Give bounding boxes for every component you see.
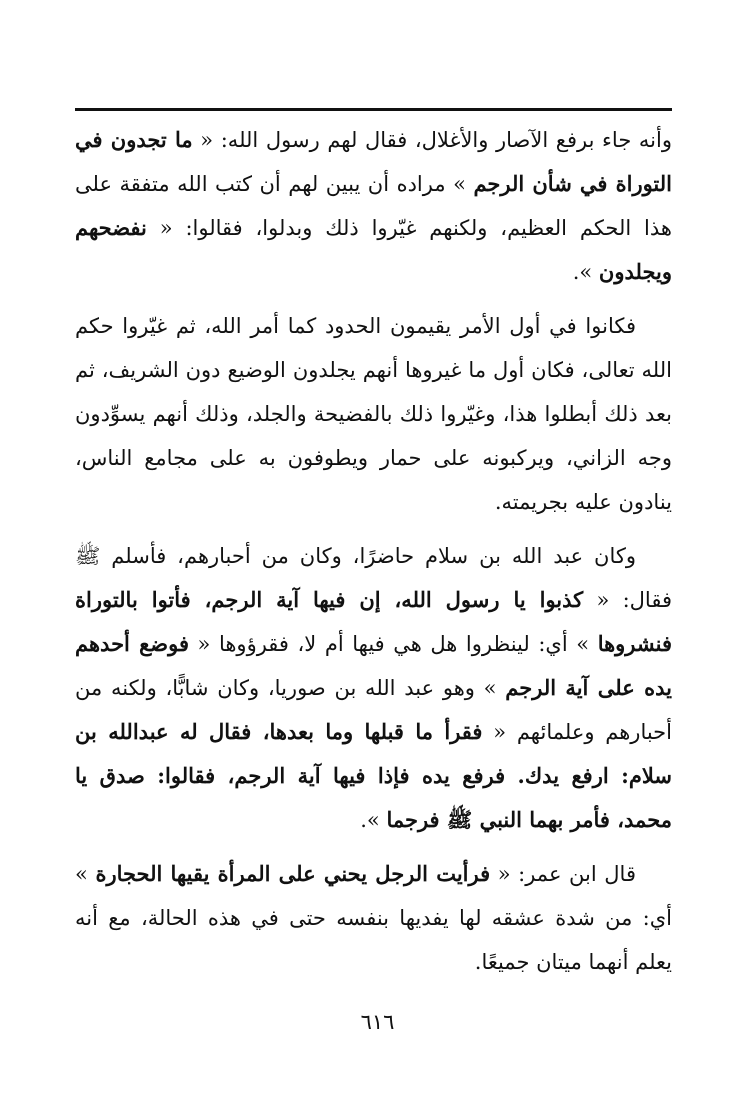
paragraph [75, 534, 672, 842]
text-run: » وهو عبد الله بن صوريا، وكان شابًّا، ولكنه من أحبارهم وعلمائهم « [75, 676, 672, 744]
text-run: » أي: من شدة عشقه لها يفديها بنفسه حتى في هذه الحالة، مع أنه يعلم أنهما ميتان جميعًا. [75, 862, 672, 974]
body-text [75, 118, 672, 994]
text-run: فكانوا في أول الأمر يقيمون الحدود كما أمر الله، ثم غيّروا حكم الله تعالى، فكان أول ما غيروها أنهم يجلدون الوضيع دون الشريف، ثم بعد ذلك أبطلوا هذا، وغيّروا ذلك بالفضيحة والجلد، وذلك أنهم يسوِّدون وجه الزاني، ويركبونه على حمار ويطوفون به على مجامع الناس، ينادون عليه بجريمته. [75, 314, 672, 514]
text-run: ». [360, 808, 387, 832]
bold-quote: ما تجدون في التوراة في شأن الرجم [75, 127, 672, 196]
bold-quote: كذبوا يا رسول الله، إن فيها آية الرجم، فأتوا بالتوراة فنشروها [75, 587, 672, 656]
paragraph [75, 852, 672, 984]
text-run: قال ابن عمر: « [490, 862, 636, 886]
bold-quote: فوضع أحدهم يده على آية الرجم [75, 631, 672, 700]
page-number: ٦١٦ [360, 1010, 395, 1034]
text-run: » مراده أن يبين لهم أن كتب الله متفقة على هذا الحكم العظيم، ولكنهم غيّروا ذلك وبدلوا، فقالوا: « [75, 172, 672, 240]
paragraph [75, 118, 672, 294]
bold-quote: فقرأ ما قبلها وما بعدها، فقال له عبدالله بن سلام: ارفع يدك. فرفع يده فإذا فيها آية الرجم، فقالوا: صدق يا محمد، فأمر بهما النبي ﷺ فرجما [75, 719, 672, 832]
text-run: » أي: لينظروا هل هي فيها أم لا، فقرؤوها « [188, 632, 598, 656]
text-run: وكان عبد الله بن سلام حاضرًا، وكان من أحبارهم، فأسلم ﷺ فقال: « [75, 544, 672, 612]
bold-quote: فرأيت الرجل يحني على المرأة يقيها الحجارة [95, 861, 491, 886]
text-run: ». [572, 260, 599, 284]
bold-quote: نفضحهم ويجلدون [75, 215, 672, 284]
header-rule [75, 108, 672, 111]
text-run: وأنه جاء برفع الآصار والأغلال، فقال لهم رسول الله: « [192, 128, 672, 152]
paragraph [75, 304, 672, 524]
